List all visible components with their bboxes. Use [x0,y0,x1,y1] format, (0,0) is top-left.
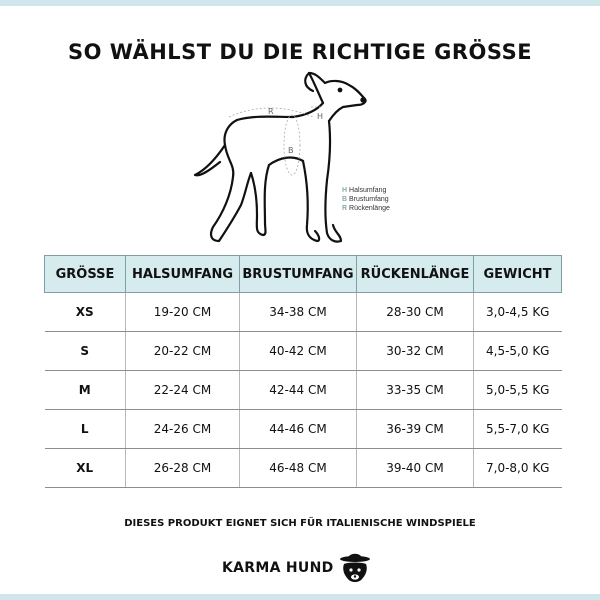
weight-cell: 7,0-8,0 KG [474,449,562,488]
chest-cell: 40-42 CM [240,332,357,371]
table-row [45,293,562,332]
header-weight: GEWICHT [474,256,562,293]
chest-cell: 46-48 CM [240,449,357,488]
legend-item-back: R Rückenlänge [342,205,390,212]
size-cell: XL [45,449,126,488]
size-table [44,255,562,488]
neck-cell: 22-24 CM [126,371,240,410]
legend-item-neck: H Halsumfang [342,187,387,194]
back-length-marker: R [268,107,274,116]
table-header-row [45,256,562,293]
back-cell: 39-40 CM [357,449,474,488]
weight-cell: 5,0-5,5 KG [474,371,562,410]
chest-cell: 34-38 CM [240,293,357,332]
size-cell: S [45,332,126,371]
chest-cell: 44-46 CM [240,410,357,449]
brand-logo [222,548,372,588]
table-row [45,371,562,410]
header-size: GRÖSSE [45,256,126,293]
neck-marker: H [317,112,324,121]
table-row [45,332,562,371]
neck-cell: 19-20 CM [126,293,240,332]
header-back: RÜCKENLÄNGE [357,256,474,293]
dog-measurement-diagram [185,65,415,255]
neck-cell: 20-22 CM [126,332,240,371]
dog-head-with-hat-icon [338,549,372,587]
chest-marker: B [288,146,294,155]
weight-cell: 3,0-4,5 KG [474,293,562,332]
weight-cell: 5,5-7,0 KG [474,410,562,449]
size-cell: M [45,371,126,410]
back-cell: 36-39 CM [357,410,474,449]
diagram-legend [342,186,390,213]
top-accent-bar [0,0,600,6]
neck-cell: 26-28 CM [126,449,240,488]
chest-cell: 42-44 CM [240,371,357,410]
neck-cell: 24-26 CM [126,410,240,449]
header-neck: HALSUMFANG [126,256,240,293]
page-title: SO WÄHLST DU DIE RICHTIGE GRÖSSE [67,40,533,64]
product-note: DIESES PRODUKT EIGNET SICH FÜR ITALIENISCHE WINDSPIELE [124,518,476,529]
back-cell: 33-35 CM [357,371,474,410]
legend-item-chest: B Brustumfang [342,196,389,203]
weight-cell: 4,5-5,0 KG [474,332,562,371]
size-cell: L [45,410,126,449]
header-chest: BRUSTUMFANG [240,256,357,293]
table-row [45,410,562,449]
dog-outline-icon [195,73,366,242]
back-cell: 28-30 CM [357,293,474,332]
bottom-accent-bar [0,594,600,600]
size-cell: XS [45,293,126,332]
table-row [45,449,562,488]
brand-name: KARMA HUND [222,560,334,576]
back-cell: 30-32 CM [357,332,474,371]
